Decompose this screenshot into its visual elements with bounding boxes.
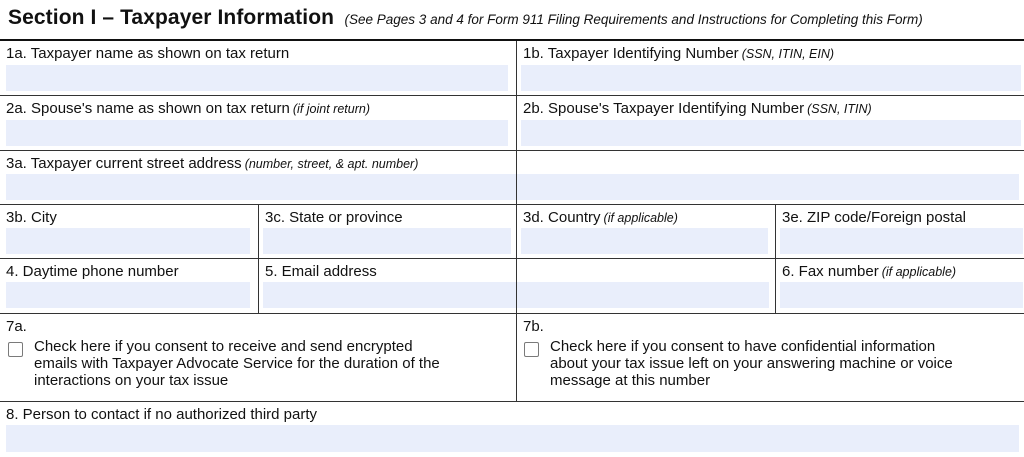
field-5-label: 5. Email address bbox=[265, 263, 377, 280]
field-3e bbox=[776, 205, 1024, 258]
field-8-label: 8. Person to contact if no authorized third party bbox=[6, 406, 318, 423]
field-1a bbox=[0, 41, 516, 95]
city-input[interactable] bbox=[6, 228, 250, 254]
spouse-tin-input[interactable] bbox=[521, 120, 1021, 146]
section-title: Section I – Taxpayer Information bbox=[8, 6, 335, 29]
field-3c bbox=[259, 205, 516, 258]
field-2b-label: 2b. Spouse's Taxpayer Identifying Number (SSN, ITIN) bbox=[523, 100, 872, 117]
taxpayer-name-input[interactable] bbox=[6, 65, 508, 91]
field-3c-label: 3c. State or province bbox=[265, 209, 403, 226]
spouse-name-input[interactable] bbox=[6, 120, 508, 146]
field-4 bbox=[0, 259, 258, 313]
consent-7b-label: 7b. bbox=[523, 318, 544, 335]
consent-7a-label: 7a. bbox=[6, 318, 27, 335]
country-input[interactable] bbox=[521, 228, 768, 254]
field-1b bbox=[517, 41, 1024, 95]
field-6 bbox=[776, 259, 1024, 313]
field-5 bbox=[259, 259, 775, 313]
section-header bbox=[8, 6, 1018, 38]
field-3a-label: 3a. Taxpayer current street address (number, street, & apt. number) bbox=[6, 155, 419, 172]
field-8 bbox=[0, 402, 1024, 457]
field-4-label: 4. Daytime phone number bbox=[6, 263, 179, 280]
field-3d-label: 3d. Country (if applicable) bbox=[523, 209, 678, 226]
consent-7a-checkbox[interactable] bbox=[8, 342, 23, 357]
contact-person-input[interactable] bbox=[6, 425, 1019, 452]
field-2a bbox=[0, 96, 516, 150]
field-3e-label: 3e. ZIP code/Foreign postal bbox=[782, 209, 966, 226]
section-note: (See Pages 3 and 4 for Form 911 Filing Requirements and Instructions for Completing this Form) bbox=[344, 12, 923, 27]
consent-7a bbox=[0, 314, 516, 401]
phone-input[interactable] bbox=[6, 282, 250, 308]
consent-7b-text: Check here if you consent to have confidential information about your tax issue left on your answering machine or voice message at this number bbox=[550, 338, 953, 389]
field-6-label: 6. Fax number (if applicable) bbox=[782, 263, 957, 280]
state-input[interactable] bbox=[263, 228, 511, 254]
fax-input[interactable] bbox=[780, 282, 1023, 308]
consent-7b bbox=[517, 314, 1024, 401]
consent-7b-checkbox[interactable] bbox=[524, 342, 539, 357]
field-1b-label: 1b. Taxpayer Identifying Number (SSN, ITIN, EIN) bbox=[523, 45, 835, 62]
field-1a-label: 1a. Taxpayer name as shown on tax return bbox=[6, 45, 290, 62]
field-3a bbox=[0, 151, 1024, 204]
field-2b bbox=[517, 96, 1024, 150]
field-3b bbox=[0, 205, 258, 258]
field-2a-label: 2a. Spouse's name as shown on tax return (if joint return) bbox=[6, 100, 370, 117]
consent-7a-text: Check here if you consent to receive and send encrypted emails with Taxpayer Advocate Service for the duration of the interactions on your tax issue bbox=[34, 338, 440, 389]
taxpayer-tin-input[interactable] bbox=[521, 65, 1021, 91]
field-3d bbox=[517, 205, 775, 258]
zip-code-input[interactable] bbox=[780, 228, 1023, 254]
field-3b-label: 3b. City bbox=[6, 209, 57, 226]
street-address-input[interactable] bbox=[6, 174, 1019, 200]
